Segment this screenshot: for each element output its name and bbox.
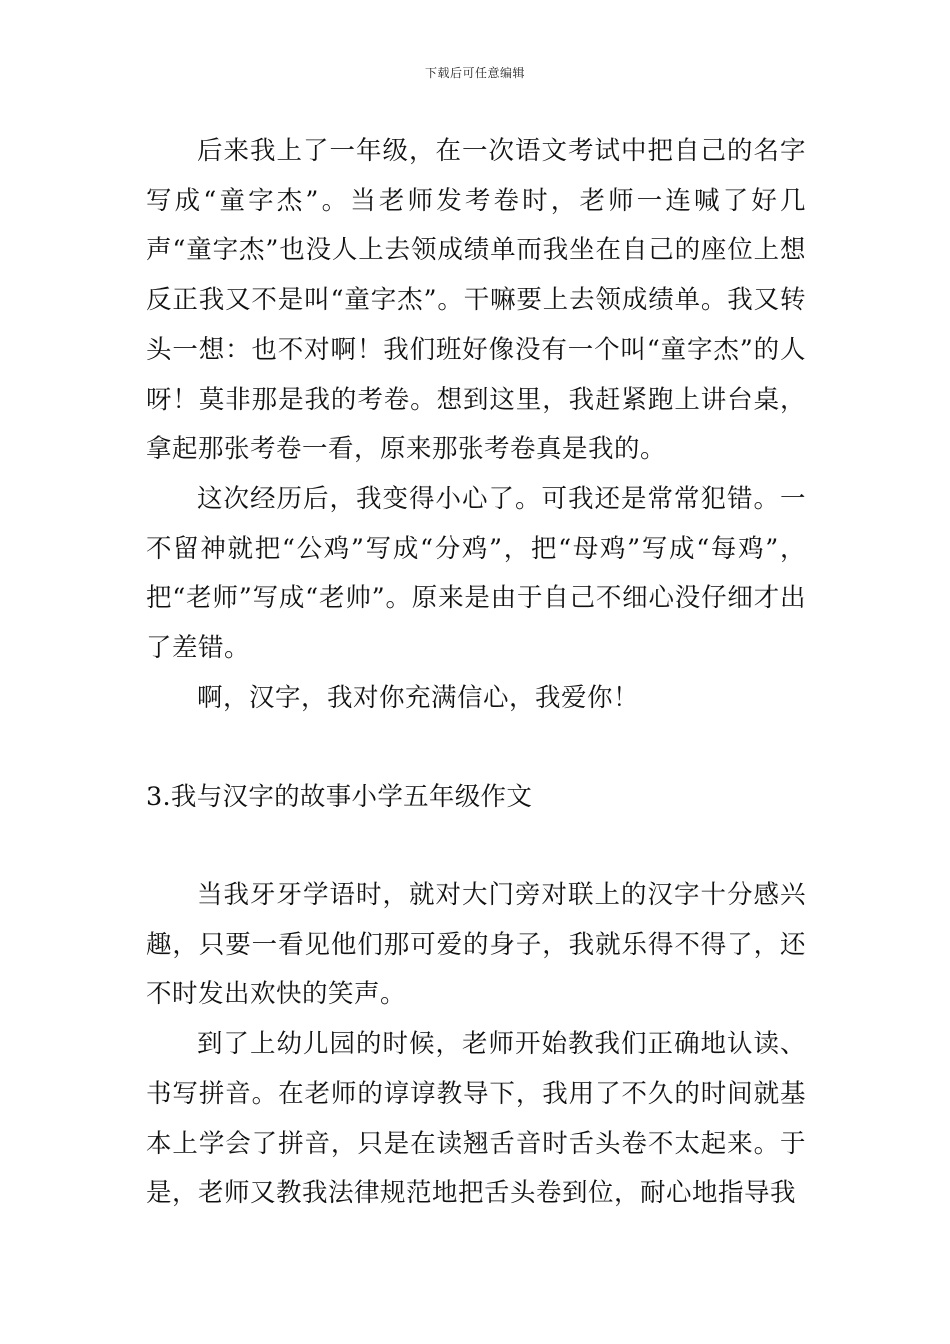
paragraph: 到了上幼儿园的时候，老师开始教我们正确地认读、书写拼音。在老师的谆谆教导下，我用了不久的时间就基本上学会了拼音，只是在读翘舌音时舌头卷不太起来。于是，老师又教我法律规范地把舌头卷到位，耐心地指导我: [146, 1029, 806, 1209]
paragraph: 啊，汉字，我对你充满信心，我爱你！: [197, 682, 640, 713]
story-part1: [146, 127, 806, 723]
paragraph: 这次经历后，我变得小心了。可我还是常常犯错。一不留神就把“公鸡”写成“分鸡”，把“母鸡”写成“每鸡”，把“老师”写成“老帅”。原来是由于自己不细心没仔细才出了差错。: [146, 483, 806, 664]
paragraph: 当我牙牙学语时，就对大门旁对联上的汉字十分感兴趣，只要一看见他们那可爱的身子，我就乐得不得了，还不时发出欢快的笑声。: [146, 880, 806, 1010]
header-note: 下载后可任意编辑: [424, 66, 525, 80]
section-title: 3.我与汉字的故事小学五年级作文: [146, 782, 533, 812]
section3-body: [146, 871, 806, 1219]
paragraph: 后来我上了一年级，在一次语文考试中把自己的名字写成“童字杰”。当老师发考卷时，老师一连喊了好几声“童字杰”也没人上去领成绩单而我坐在自己的座位上想反正我又不是叫“童字杰”。干嘛要上去领成绩单。我又转头一想：也不对啊！我们班好像没有一个叫“童字杰”的人呀！莫非那是我的考卷。想到这里，我赶紧跑上讲台桌，拿起那张考卷一看，原来那张考卷真是我的。: [146, 136, 806, 465]
